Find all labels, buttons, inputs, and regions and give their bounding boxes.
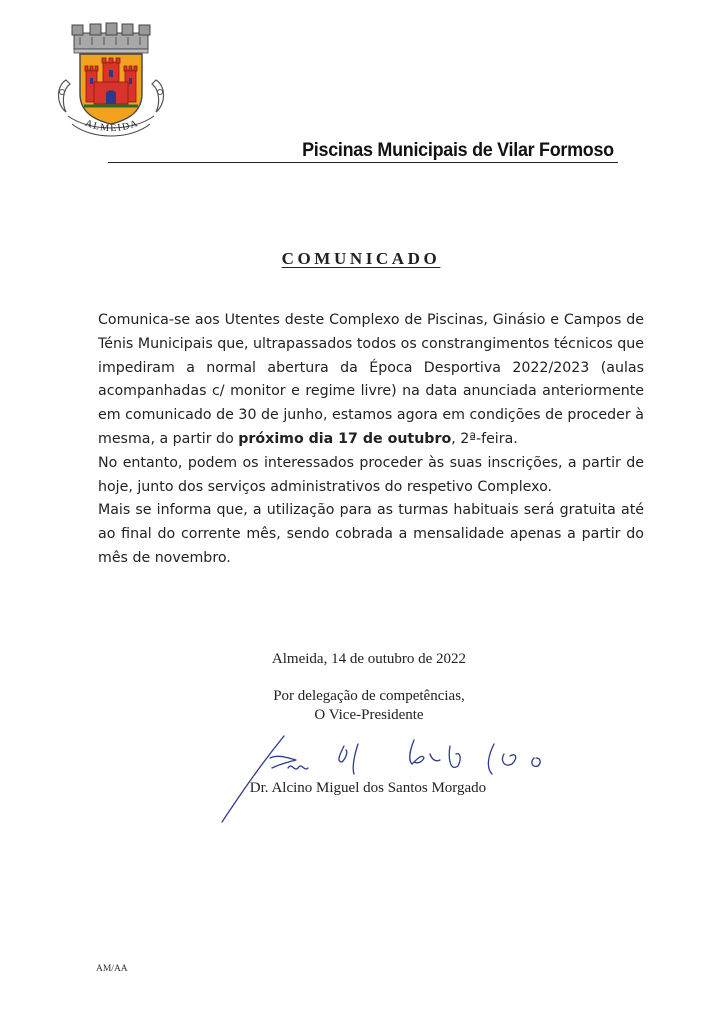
document-body — [98, 309, 644, 571]
place-and-date: Almeida, 14 de outubro de 2022 — [271, 651, 467, 667]
delegation-block — [0, 687, 722, 725]
paragraph-registration: No entanto, podem os interessados proceder às suas inscrições, a partir de hoje, junto dos serviços administrativos do respetivo Complexo. — [98, 454, 644, 495]
signer-name: Dr. Alcino Miguel dos Santos Morgado — [249, 780, 487, 796]
paragraph-1-text: Comunica-se aos Utentes deste Complexo de Piscinas, Ginásio e Campos de Ténis Municipais que, ultrapassados todos os constrangimentos técnicos que impediram a normal abertura da Época Desportiva 2022/2023 (aulas acompanhadas c/ monitor e regime livre) na data anunciada anteriormente em comunicado de 30 de junho, estamos agora em condições de proceder à mesma, a partir do — [98, 312, 644, 447]
paragraph-fees: Mais se informa que, a utilização para as turmas habituais será gratuita até ao final do corrente mês, sendo cobrada a mensalidade apenas a partir do mês de novembro. — [98, 502, 644, 566]
header-title: Piscinas Municipais de Vilar Formoso — [302, 139, 614, 161]
delegation-line: Por delegação de competências, — [273, 688, 465, 704]
municipal-coat-of-arms-icon — [50, 20, 172, 138]
document-title-text: COMUNICADO — [281, 249, 441, 268]
footer-reference: AM/AA — [96, 964, 128, 974]
document-title — [0, 249, 722, 269]
header-divider — [108, 162, 618, 163]
signer-role: O Vice-Presidente — [314, 707, 424, 723]
svg-text:ALMEIDA: ALMEIDA — [83, 117, 141, 135]
handwritten-signature-icon — [218, 728, 558, 828]
paragraph-announcement — [98, 309, 644, 452]
paragraph-1-ending: , 2ª-feira. — [451, 430, 518, 447]
paragraph-1-highlight: próximo dia 17 de outubro — [238, 430, 452, 447]
